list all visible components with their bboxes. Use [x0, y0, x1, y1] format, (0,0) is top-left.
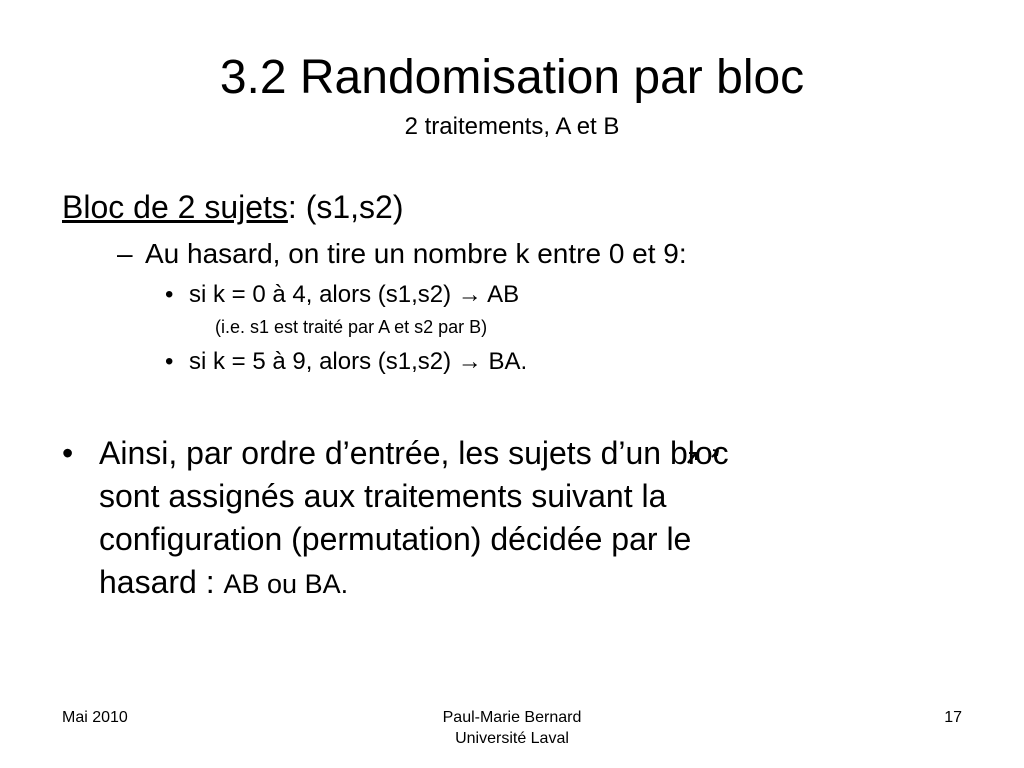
footer-author: [362, 707, 662, 749]
bloc-heading: [62, 187, 403, 227]
slide-title: 3.2 Randomisation par bloc: [219, 51, 805, 104]
case-ab-text: si k = 0 à 4, alors (s1,s2) → AB: [189, 281, 520, 308]
random-draw-line: [117, 237, 687, 271]
bloc-heading-underlined: Bloc de 2 sujets: [62, 189, 288, 225]
summary-row-4-main: hasard :: [99, 564, 224, 600]
footer-page-number: 17: [944, 709, 962, 726]
random-draw-text: Au hasard, on tire un nombre k entre 0 et 9:: [145, 238, 687, 269]
footer-author-affiliation: Université Laval: [455, 730, 569, 747]
bullet-icon: •: [165, 348, 174, 375]
bullet-icon: •: [62, 435, 74, 471]
case-ab-note: (i.e. s1 est traité par A et s2 par B): [215, 317, 488, 337]
bloc-heading-rest: : (s1,s2): [287, 189, 404, 225]
summary-row-2: sont assignés aux traitements suivant la: [99, 478, 667, 514]
bullet-icon: •: [165, 281, 174, 308]
case-ba-text: si k = 5 à 9, alors (s1,s2) → BA.: [189, 348, 528, 375]
dash-bullet: –: [117, 238, 133, 269]
summary-row-1: Ainsi, par ordre d’entrée, les sujets d’un bloc: [99, 435, 729, 471]
footer-date: Mai 2010: [62, 709, 128, 726]
summary-paragraph: [62, 432, 962, 606]
drawing-cursor-icon: [686, 443, 722, 467]
summary-row-4: [99, 561, 962, 606]
case-ab-line: [165, 280, 519, 310]
case-ba-line: [165, 347, 527, 377]
summary-row-3: configuration (permutation) décidée par le: [99, 521, 692, 557]
summary-row-4-small: AB ou BA.: [223, 569, 349, 599]
slide-subtitle: 2 traitements, A et B: [404, 113, 620, 140]
footer-author-name: Paul-Marie Bernard: [442, 709, 582, 726]
